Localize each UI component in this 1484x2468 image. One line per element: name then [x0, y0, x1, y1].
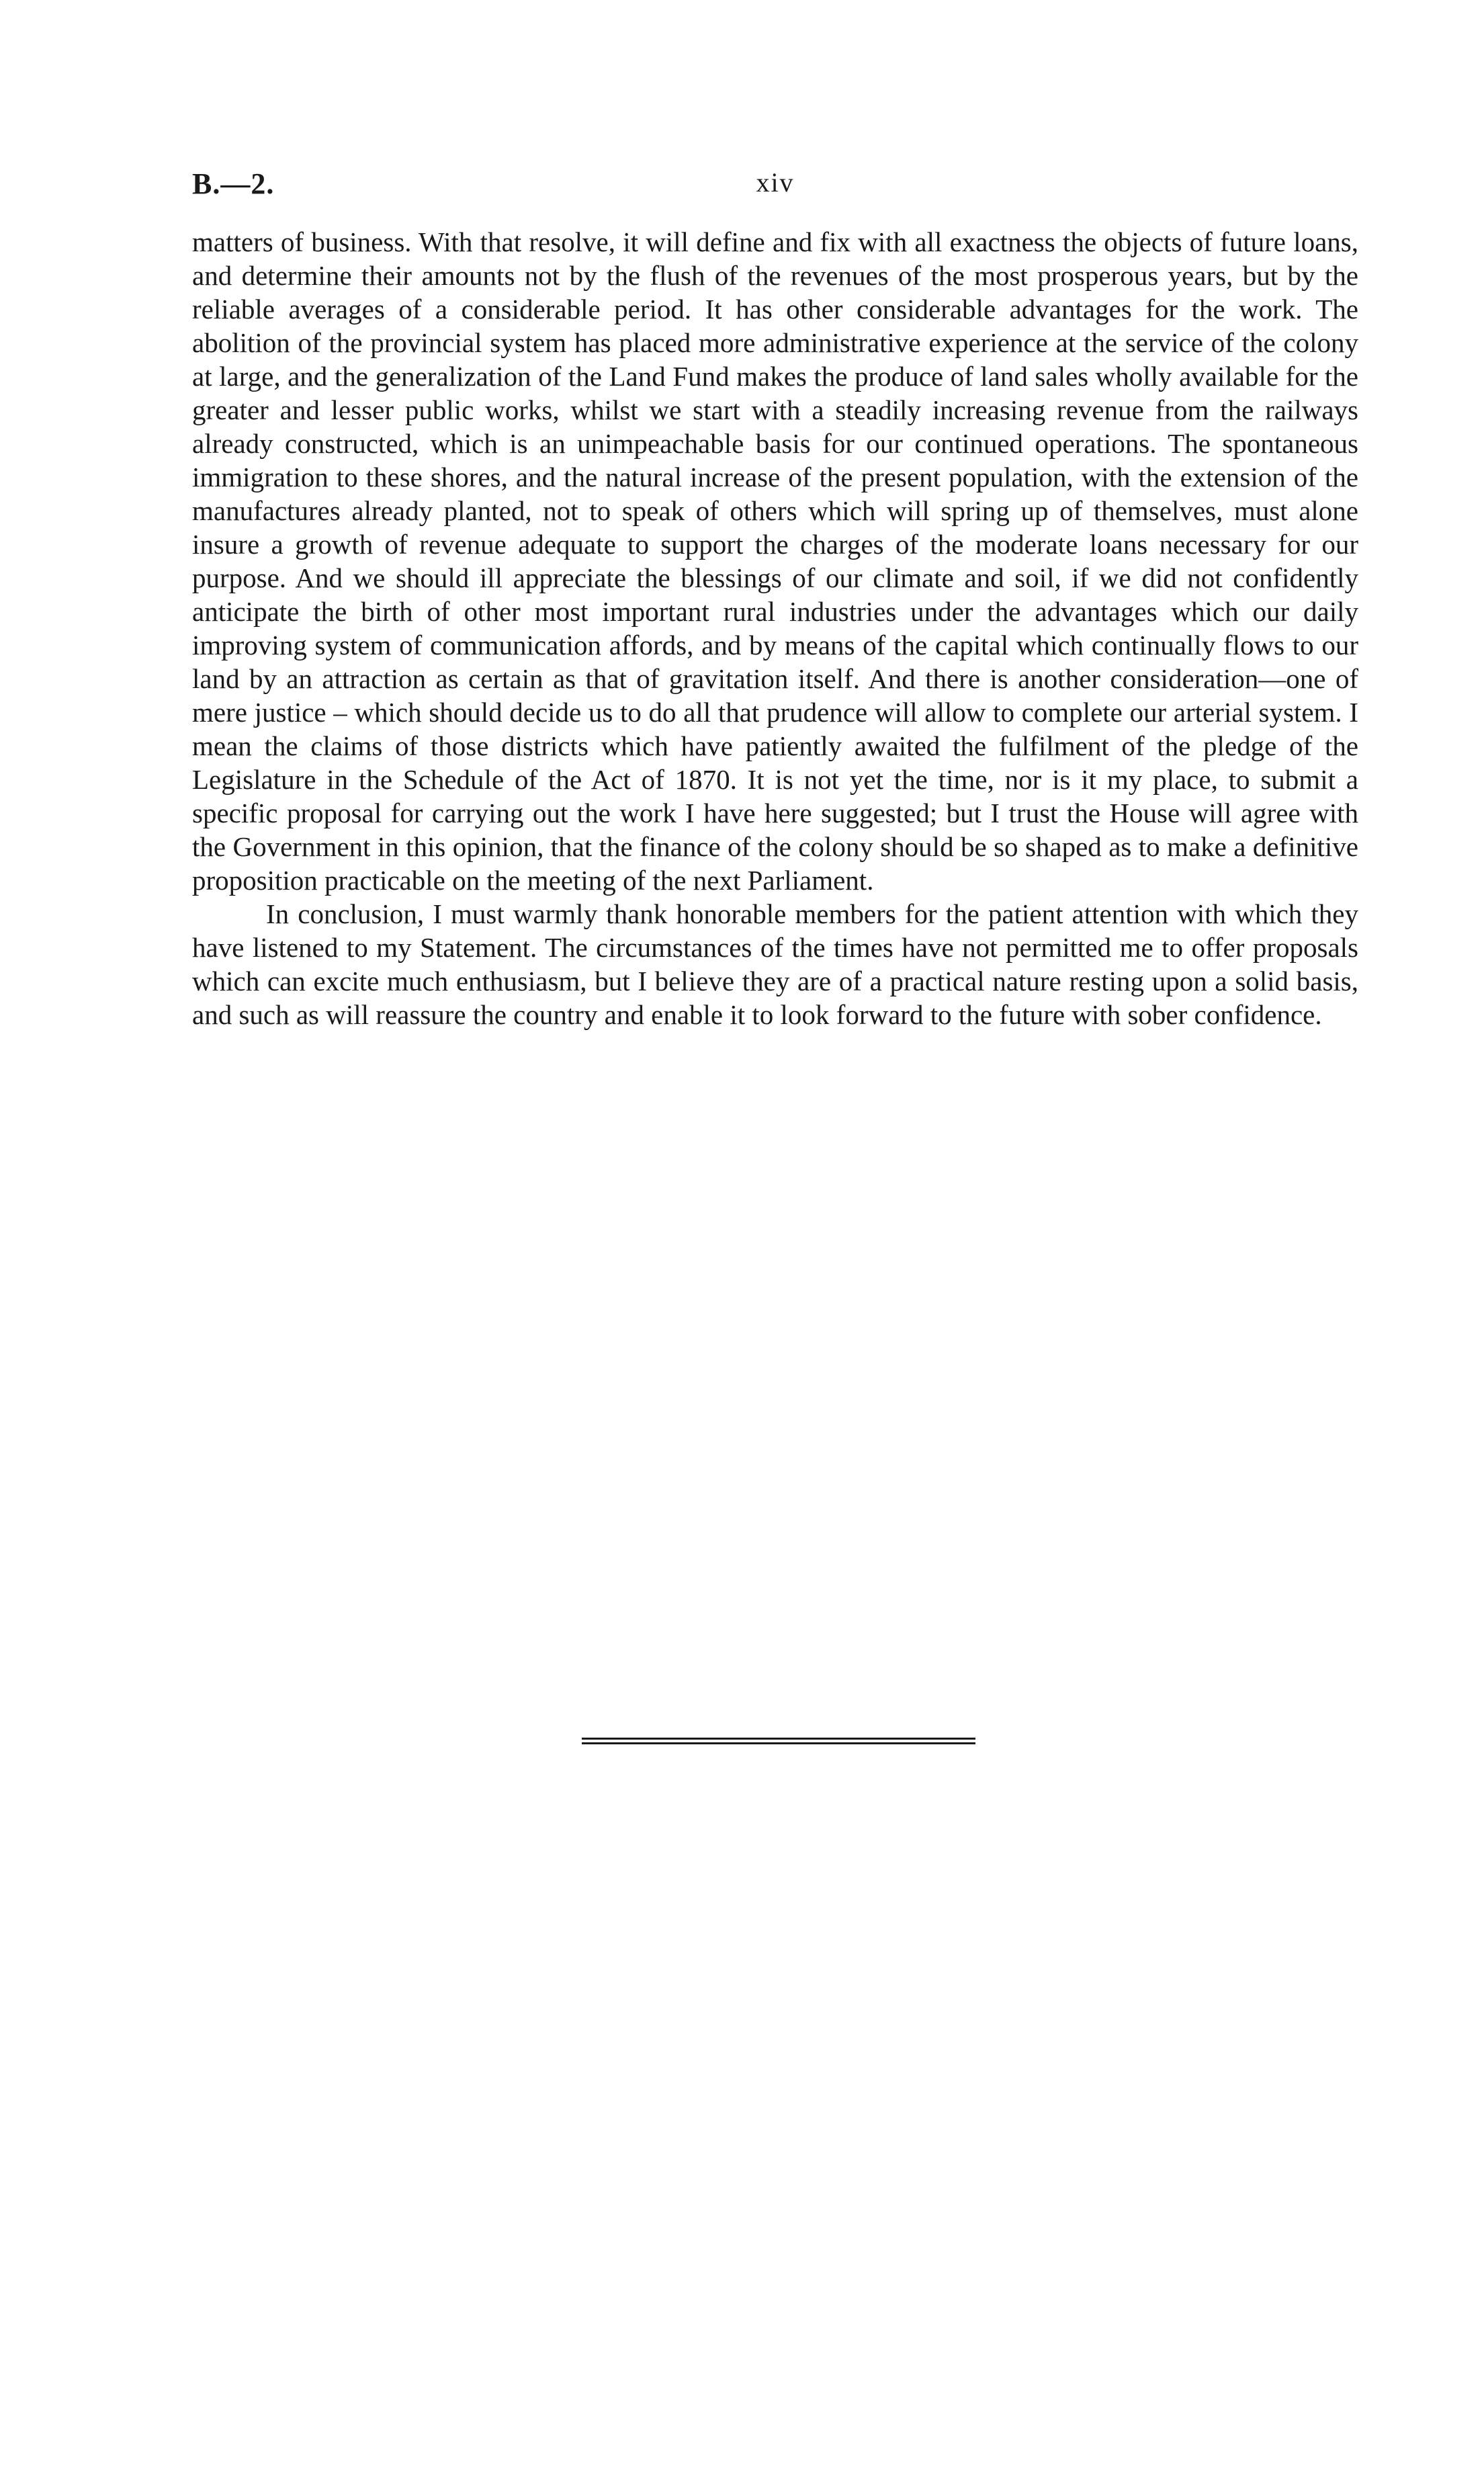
paragraph-continuation: matters of business. With that resolve, it will define and fix with all exactness the objects of future loans, and determine their amounts not by the flush of the revenues of the most prosperous years, but by the reliable averages of a considerable period. It has other considerable advantages for the work. The abolition of the provincial system has placed more administrative experience at the service of the colony at large, and the generalization of the Land Fund makes the produce of land sales wholly available for the greater and lesser public works, whilst we start with a steadily increasing revenue from the railways already constructed, which is an unimpeachable basis for our continued operations. The spontaneous immigration to these shores, and the natural increase of the present population, with the extension of the manufactures already planted, not to speak of others which will spring up of themselves, must alone insure a growth of revenue adequate to support the charges of the moderate loans necessary for our purpose. And we should ill appreciate the blessings of our climate and soil, if we did not confidently anticipate the birth of other most important rural industries under the advantages which our daily improving system of communication affords, and by means of the capital which continually flows to our land by an attraction as certain as that of gravitation itself. And there is another consideration—one of mere justice – which should decide us to do all that prudence will allow to complete our arterial system. I mean the claims of those districts which have patiently awaited the fulfilment of the pledge of the Legislature in the Schedule of the Act of 1870. It is not yet the time, nor is it my place, to submit a specific proposal for carrying out the work I have here suggested; but I trust the House will agree with the Government in this opinion, that the finance of the colony should be so shaped as to make a definitive proposition practicable on the meeting of the next Parliament.: [192, 226, 1358, 896]
body-text: [192, 225, 1358, 1031]
document-reference: B.—2.: [192, 167, 275, 200]
closing-double-rule: [582, 1738, 975, 1744]
paragraph-conclusion: In conclusion, I must warmly thank honorable members for the patient attention with which they have listened to my Statement. The circumstances of the times have not permitted me to offer proposals which can excite much enthusiasm, but I believe they are of a practical nature resting upon a solid basis, and such as will reassure the country and enable it to look forward to the future with sober confidence.: [192, 898, 1358, 1030]
page-number: xiv: [756, 167, 795, 198]
page-header: [192, 167, 1358, 207]
